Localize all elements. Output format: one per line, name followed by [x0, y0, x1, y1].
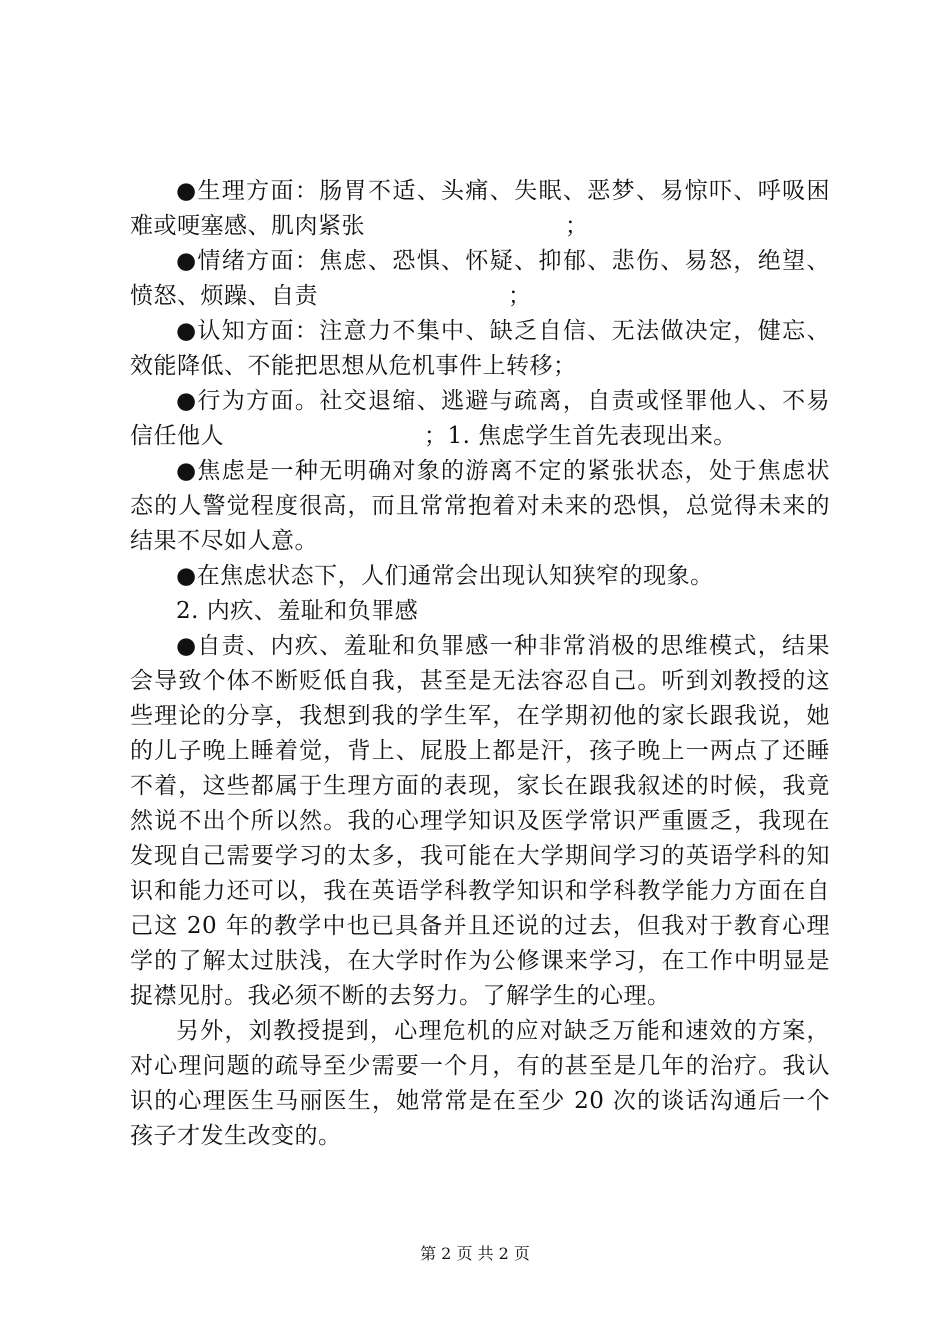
paragraph-anxiety-definition: ●焦虑是一种无明确对象的游离不定的紧张状态，处于焦虑状态的人警觉程度很高，而且常常抱着对未来的恐惧，总觉得未来的结果不尽如人意。 — [130, 458, 830, 554]
document-body — [130, 174, 830, 1154]
paragraph-text: ●认知方面：注意力不集中、缺乏自信、无法做决定，健忘、效能降低、不能把思想从危机事件上转移 — [130, 318, 830, 379]
paragraph-emotion — [130, 244, 830, 314]
paragraph-text: ●行为方面。社交退缩、逃避与疏离，自责或怪罪他人、不易信任他人 — [130, 388, 830, 449]
paragraph-physiology — [130, 174, 830, 244]
paragraph-guilt: ●自责、内疚、羞耻和负罪感一种非常消极的思维模式，结果会导致个体不断贬低自我，甚至是无法容忍自己。听到刘教授的这些理论的分享，我想到我的学生军，在学期初他的家长跟我说，她的儿子晚上睡着觉，背上、屁股上都是汗，孩子晚上一两点了还睡不着，这些都属于生理方面的表现，家长在跟我叙述的时候，我竟然说不出个所以然。我的心理学知识及医学常识严重匮乏，我现在发现自己需要学习的太多，我可能在大学期间学习的英语学科的知识和能力还可以，我在英语学科教学知识和学科教学能力方面在自己这 20 年的教学中也已具备并且还说的过去，但我对于教育心理学的了解太过肤浅，在大学时作为公修课来学习，在工作中明显是捉襟见肘。我必须不断的去努力。了解学生的心理。 — [130, 633, 830, 1009]
paragraph-tail: ； — [553, 353, 577, 379]
page-footer: 第 2 页 共 2 页 — [420, 1244, 530, 1263]
paragraph-tail: ； — [565, 213, 589, 239]
paragraph-text: ●生理方面：肠胃不适、头痛、失眠、恶梦、易惊吓、呼吸困难或哽塞感、肌肉紧张 — [130, 178, 830, 239]
paragraph-anxiety-cognition: ●在焦虑状态下，人们通常会出现认知狭窄的现象。 — [176, 563, 714, 589]
section-heading-guilt: 2. 内疚、羞耻和负罪感 — [176, 598, 419, 624]
paragraph-tail: ；1. 焦虑学生首先表现出来。 — [424, 423, 737, 449]
paragraph-cognition — [130, 314, 830, 384]
paragraph-tail: ； — [508, 283, 532, 309]
paragraph-text: ●情绪方面：焦虑、恐惧、怀疑、抑郁、悲伤、易怒，绝望、愤怒、烦躁、自责 — [130, 248, 830, 309]
paragraph-conclusion: 另外，刘教授提到，心理危机的应对缺乏万能和速效的方案，对心理问题的疏导至少需要一个月，有的甚至是几年的治疗。我认识的心理医生马丽医生，她常常是在至少 20 次的谈话沟通后一个孩子才发生改变的。 — [130, 1018, 830, 1149]
paragraph-behavior — [130, 384, 830, 454]
